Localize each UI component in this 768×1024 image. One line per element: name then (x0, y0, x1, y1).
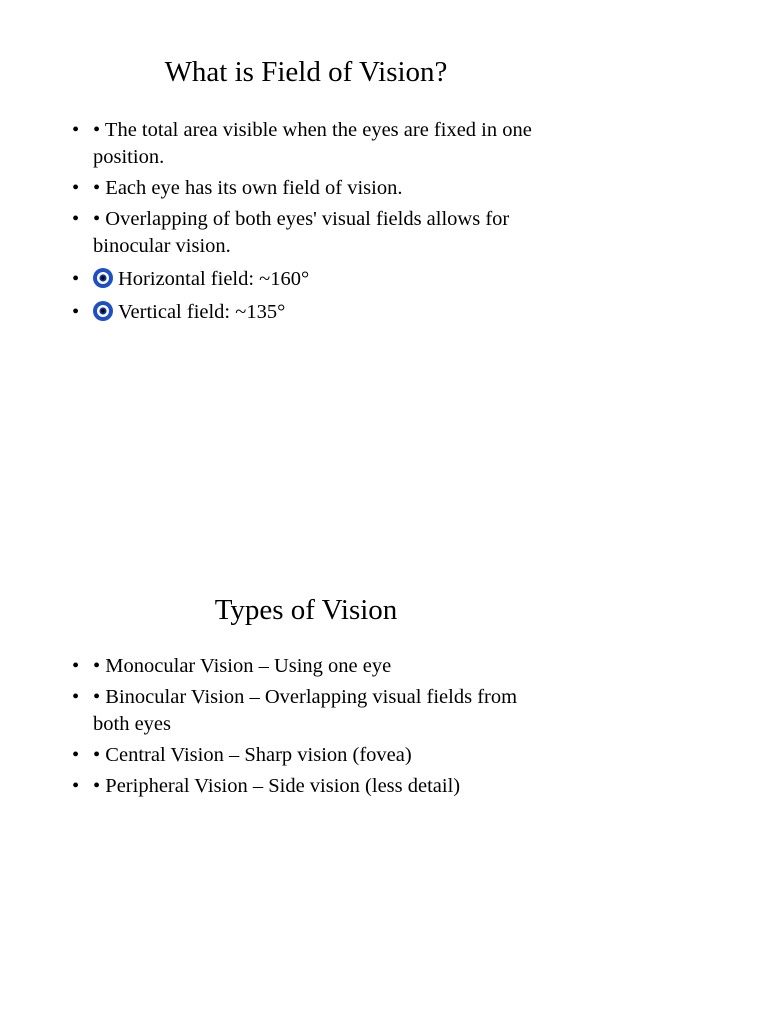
list-item (72, 117, 542, 171)
bullet-marker: • (72, 301, 80, 323)
bullet-text: • Central Vision – Sharp vision (fovea) (93, 744, 412, 766)
bullet-text: • Overlapping of both eyes' visual fields allows for binocular vision. (93, 208, 510, 257)
bullet-marker: • (72, 775, 80, 797)
list-item (72, 684, 542, 738)
slide-title: What is Field of Vision? (164, 56, 448, 88)
list-item (72, 773, 542, 800)
nazar-eye-icon (93, 268, 113, 288)
bullet-list (72, 653, 542, 804)
slide-title: Types of Vision (214, 594, 398, 626)
bullet-marker: • (72, 268, 80, 290)
nazar-eye-icon (93, 301, 113, 321)
list-item (72, 175, 542, 202)
bullet-text: • Binocular Vision – Overlapping visual fields from both eyes (93, 686, 518, 735)
bullet-marker: • (72, 208, 80, 230)
slide-types-of-vision (0, 512, 768, 1024)
bullet-marker: • (72, 655, 80, 677)
list-item (72, 266, 542, 293)
bullet-text: • Each eye has its own field of vision. (93, 177, 403, 199)
bullet-text: • Peripheral Vision – Side vision (less detail) (93, 775, 461, 797)
bullet-text: Vertical field: ~135° (118, 301, 286, 323)
bullet-marker: • (72, 686, 80, 708)
bullet-marker: • (72, 177, 80, 199)
bullet-marker: • (72, 119, 80, 141)
list-item (72, 653, 542, 680)
bullet-text: • The total area visible when the eyes are fixed in one position. (93, 119, 532, 168)
list-item (72, 299, 542, 326)
bullet-marker: • (72, 744, 80, 766)
list-item (72, 742, 542, 769)
bullet-list (72, 117, 542, 332)
bullet-text: • Monocular Vision – Using one eye (93, 655, 392, 677)
list-item (72, 206, 542, 260)
bullet-text: Horizontal field: ~160° (118, 268, 310, 290)
